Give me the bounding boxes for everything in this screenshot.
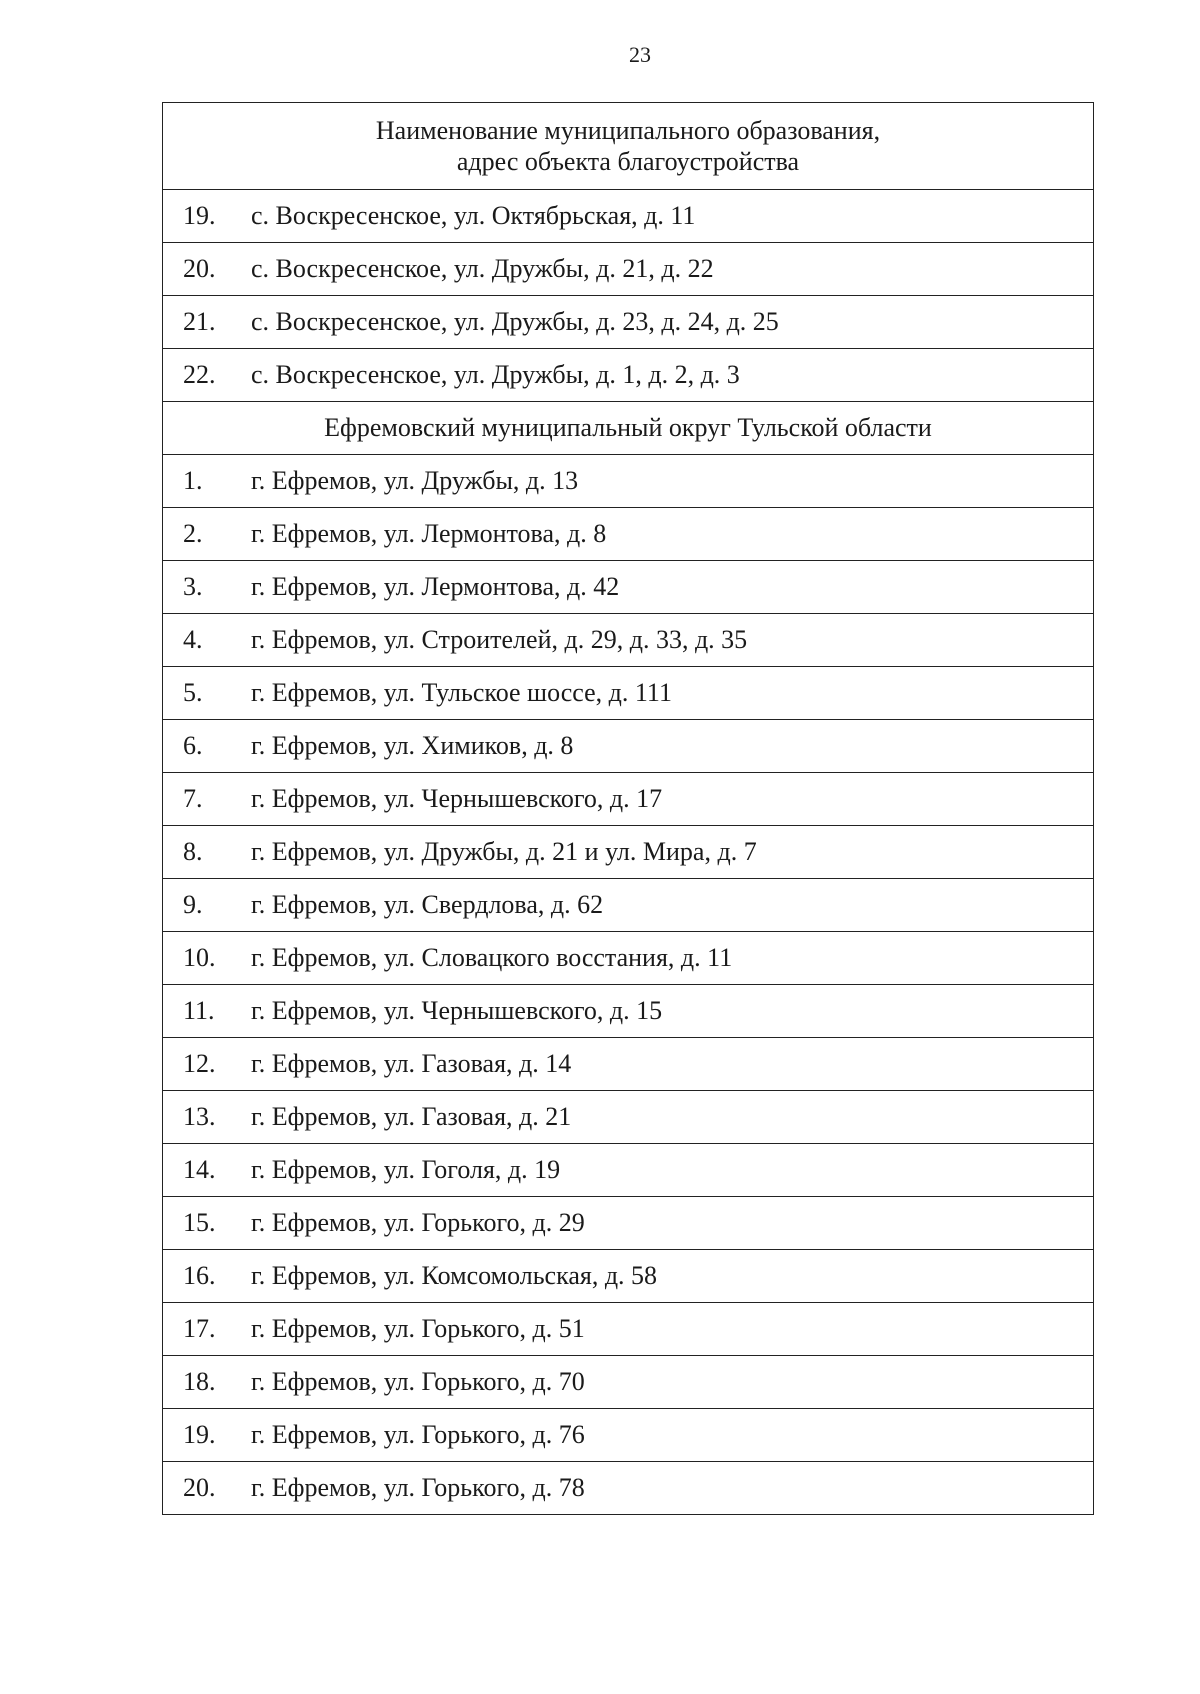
row-address: г. Ефремов, ул. Лермонтова, д. 8 xyxy=(251,519,607,549)
row-address: г. Ефремов, ул. Чернышевского, д. 17 xyxy=(251,784,663,814)
table-row xyxy=(163,879,1094,932)
section-title: Ефремовский муниципальный округ Тульской области xyxy=(163,402,1094,455)
row-number: 3. xyxy=(183,572,203,602)
row-address: с. Воскресенское, ул. Дружбы, д. 1, д. 2, д. 3 xyxy=(251,360,740,390)
row-address: г. Ефремов, ул. Химиков, д. 8 xyxy=(251,731,574,761)
row-address: г. Ефремов, ул. Горького, д. 51 xyxy=(251,1314,585,1344)
table-row xyxy=(163,985,1094,1038)
table-row xyxy=(163,1250,1094,1303)
row-address: г. Ефремов, ул. Словацкого восстания, д. 11 xyxy=(251,943,733,973)
row-number: 4. xyxy=(183,625,203,655)
row-address: г. Ефремов, ул. Комсомольская, д. 58 xyxy=(251,1261,658,1291)
row-address: г. Ефремов, ул. Горького, д. 76 xyxy=(251,1420,585,1450)
table-row xyxy=(163,614,1094,667)
table-row xyxy=(163,296,1094,349)
row-number: 6. xyxy=(183,731,203,761)
table-row xyxy=(163,1091,1094,1144)
row-number: 12. xyxy=(183,1049,216,1079)
row-address: с. Воскресенское, ул. Октябрьская, д. 11 xyxy=(251,201,696,231)
row-number: 8. xyxy=(183,837,203,867)
section-row xyxy=(163,402,1094,455)
table-row xyxy=(163,1038,1094,1091)
table-row xyxy=(163,1462,1094,1515)
row-number: 14. xyxy=(183,1155,216,1185)
row-number: 16. xyxy=(183,1261,216,1291)
row-address: г. Ефремов, ул. Строителей, д. 29, д. 33, д. 35 xyxy=(251,625,748,655)
table-row xyxy=(163,349,1094,402)
table-header-cell xyxy=(163,103,1094,190)
row-number: 20. xyxy=(183,254,216,284)
row-address: г. Ефремов, ул. Горького, д. 70 xyxy=(251,1367,585,1397)
row-number: 19. xyxy=(183,1420,216,1450)
table-row xyxy=(163,667,1094,720)
table-row xyxy=(163,826,1094,879)
table-row xyxy=(163,932,1094,985)
row-number: 15. xyxy=(183,1208,216,1238)
header-line-2: адрес объекта благоустройства xyxy=(456,147,800,176)
row-address: г. Ефремов, ул. Чернышевского, д. 15 xyxy=(251,996,663,1026)
row-number: 9. xyxy=(183,890,203,920)
row-address: г. Ефремов, ул. Дружбы, д. 13 xyxy=(251,466,579,496)
row-address: г. Ефремов, ул. Тульское шоссе, д. 111 xyxy=(251,678,672,708)
row-number: 22. xyxy=(183,360,216,390)
row-address: г. Ефремов, ул. Гоголя, д. 19 xyxy=(251,1155,561,1185)
table-header-row xyxy=(163,103,1094,190)
row-address: г. Ефремов, ул. Горького, д. 29 xyxy=(251,1208,585,1238)
row-address: г. Ефремов, ул. Дружбы, д. 21 и ул. Мира, д. 7 xyxy=(251,837,757,867)
row-number: 21. xyxy=(183,307,216,337)
row-number: 20. xyxy=(183,1473,216,1503)
table-row xyxy=(163,561,1094,614)
row-number: 19. xyxy=(183,201,216,231)
row-address: с. Воскресенское, ул. Дружбы, д. 21, д. 22 xyxy=(251,254,714,284)
row-number: 2. xyxy=(183,519,203,549)
table-row xyxy=(163,720,1094,773)
header-line-1: Наименование муниципального образования, xyxy=(375,115,881,145)
table-row xyxy=(163,1356,1094,1409)
table-row xyxy=(163,773,1094,826)
row-number: 18. xyxy=(183,1367,216,1397)
row-address: г. Ефремов, ул. Свердлова, д. 62 xyxy=(251,890,604,920)
addresses-table xyxy=(162,102,1094,1515)
row-address: г. Ефремов, ул. Лермонтова, д. 42 xyxy=(251,572,620,602)
row-address: г. Ефремов, ул. Газовая, д. 21 xyxy=(251,1102,572,1132)
table-row xyxy=(163,190,1094,243)
table-row xyxy=(163,508,1094,561)
row-number: 10. xyxy=(183,943,216,973)
row-number: 5. xyxy=(183,678,203,708)
row-number: 17. xyxy=(183,1314,216,1344)
row-number: 7. xyxy=(183,784,203,814)
table-row xyxy=(163,1303,1094,1356)
table-row xyxy=(163,455,1094,508)
row-number: 1. xyxy=(183,466,203,496)
row-address: г. Ефремов, ул. Газовая, д. 14 xyxy=(251,1049,572,1079)
row-address: с. Воскресенское, ул. Дружбы, д. 23, д. 24, д. 25 xyxy=(251,307,779,337)
table-row xyxy=(163,1197,1094,1250)
row-number: 13. xyxy=(183,1102,216,1132)
row-number: 11. xyxy=(183,996,215,1026)
table-row xyxy=(163,1409,1094,1462)
row-address: г. Ефремов, ул. Горького, д. 78 xyxy=(251,1473,585,1503)
page-number: 23 xyxy=(629,42,651,67)
table-row xyxy=(163,1144,1094,1197)
table-row xyxy=(163,243,1094,296)
